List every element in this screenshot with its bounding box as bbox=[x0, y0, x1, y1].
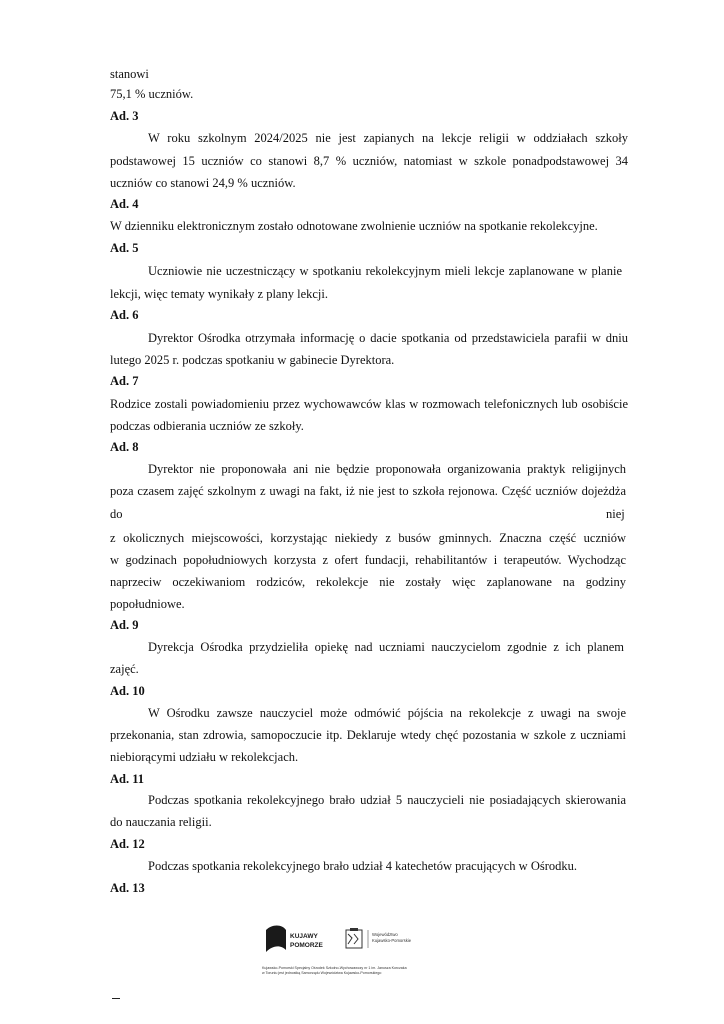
text-line: poza czasem zajęć szkolnym z uwagi na fakt, iż nie jest to szkoła rejonowa. Część uczniów dojeżdża bbox=[110, 484, 626, 498]
section-heading: Ad. 5 bbox=[110, 241, 139, 255]
text-line: W dzienniku elektronicznym zostało odnotowane zwolnienie uczniów na spotkanie rekolekcyjne. bbox=[110, 219, 598, 233]
text-line: lekcji, więc tematy wynikały z plany lekcji. bbox=[110, 287, 328, 301]
coat-of-arms-icon bbox=[346, 928, 362, 948]
text-line: do nauczania religii. bbox=[110, 815, 212, 829]
section-heading: Ad. 4 bbox=[110, 197, 139, 211]
text-line: naprzeciw oczekiwaniom rodziców, rekolekcje nie zostały więc zaplanowane na godziny bbox=[110, 575, 626, 589]
footer-line: Kujawsko-Pomorski Specjalny Ośrodek Szkolno-Wychowawczy nr 1 im. Janusza Korczaka bbox=[262, 966, 407, 970]
woj-line2: Kujawsko-Pomorskie bbox=[372, 938, 412, 943]
text-line: lutego 2025 r. podczas spotkaniu w gabinecie Dyrektora. bbox=[110, 353, 395, 367]
footer-text bbox=[262, 966, 407, 976]
section-heading: Ad. 3 bbox=[110, 109, 139, 123]
text-line: niebiorącymi udziału w rekolekcjach. bbox=[110, 750, 299, 764]
text-line: Dyrektor Ośrodka otrzymała informację o dacie spotkania od przedstawiciela parafii w dniu bbox=[148, 331, 628, 345]
text-line: podczas odbierania uczniów ze szkoły. bbox=[110, 419, 304, 433]
text-line: podstawowej 15 uczniów co stanowi 8,7 % uczniów, natomiast w szkole ponadpodstawowej 34 bbox=[110, 154, 628, 168]
text-line: popołudniowe. bbox=[110, 597, 185, 611]
footer-line: w Toruniu jest jednostką Samorządu Województwa Kujawsko-Pomorskiego bbox=[262, 971, 382, 975]
text-line: W Ośrodku zawsze nauczyciel może odmówić pójścia na rekolekcje z uwagi na swoje bbox=[148, 706, 626, 720]
text-line: uczniów co stanowi 24,9 % uczniów. bbox=[110, 176, 296, 190]
page-mark bbox=[112, 998, 120, 999]
section-heading: Ad. 13 bbox=[110, 881, 145, 895]
text-line: W roku szkolnym 2024/2025 nie jest zapianych na lekcje religii w oddziałach szkoły bbox=[148, 131, 628, 145]
text-line: zajęć. bbox=[110, 662, 139, 676]
text-line: Dyrektor nie proponowała ani nie będzie proponowała organizowania praktyk religijnych bbox=[148, 462, 626, 476]
text-line: z okolicznych miejscowości, korzystając niekiedy z busów gminnych. Znaczna część uczniów bbox=[110, 531, 626, 545]
text-line: do bbox=[110, 507, 123, 521]
woj-line1: Województwo bbox=[372, 932, 398, 937]
text-line: Uczniowie nie uczestniczący w spotkaniu rekolekcyjnym mieli lekcje zaplanowane w planie bbox=[148, 264, 622, 278]
text-line: w godzinach popołudniowych korzysta z ofert fundacji, rehabilitantów i terapeutów. Wychodząc bbox=[110, 553, 626, 567]
section-heading: Ad. 12 bbox=[110, 837, 145, 851]
section-heading: Ad. 10 bbox=[110, 684, 145, 698]
text-line: Podczas spotkania rekolekcyjnego brało udział 4 katechetów pracujących w Ośrodku. bbox=[148, 859, 578, 873]
text-line: Podczas spotkania rekolekcyjnego brało udział 5 nauczycieli nie posiadających skierowania bbox=[148, 793, 626, 807]
text-line: Rodzice zostali powiadomieniu przez wychowawców klas w rozmowach telefonicznych lub osobiście bbox=[110, 397, 628, 411]
section-heading: Ad. 11 bbox=[110, 772, 145, 786]
text-line: niej bbox=[606, 507, 625, 521]
section-heading: Ad. 6 bbox=[110, 308, 139, 322]
text-line: Dyrekcja Ośrodka przydzieliła opiekę nad uczniami nauczycielom zgodnie z ich planem bbox=[148, 640, 624, 654]
kujawy-pomorze-logo bbox=[262, 922, 332, 956]
text-line: 75,1 % uczniów. bbox=[110, 87, 194, 101]
section-heading: Ad. 9 bbox=[110, 618, 139, 632]
text-line: stanowi bbox=[110, 67, 149, 81]
text-line: przekonania, stan zdrowia, samopoczucie itp. Deklaruje wtedy chęć pozostania w szkole z uczniami bbox=[110, 728, 626, 742]
logo-pomorze-text: POMORZE bbox=[290, 942, 323, 949]
logo-kujawy-text: KUJAWY bbox=[290, 933, 318, 940]
section-heading: Ad. 7 bbox=[110, 374, 139, 388]
section-heading: Ad. 8 bbox=[110, 440, 139, 454]
wojewodztwo-logo bbox=[342, 926, 452, 952]
